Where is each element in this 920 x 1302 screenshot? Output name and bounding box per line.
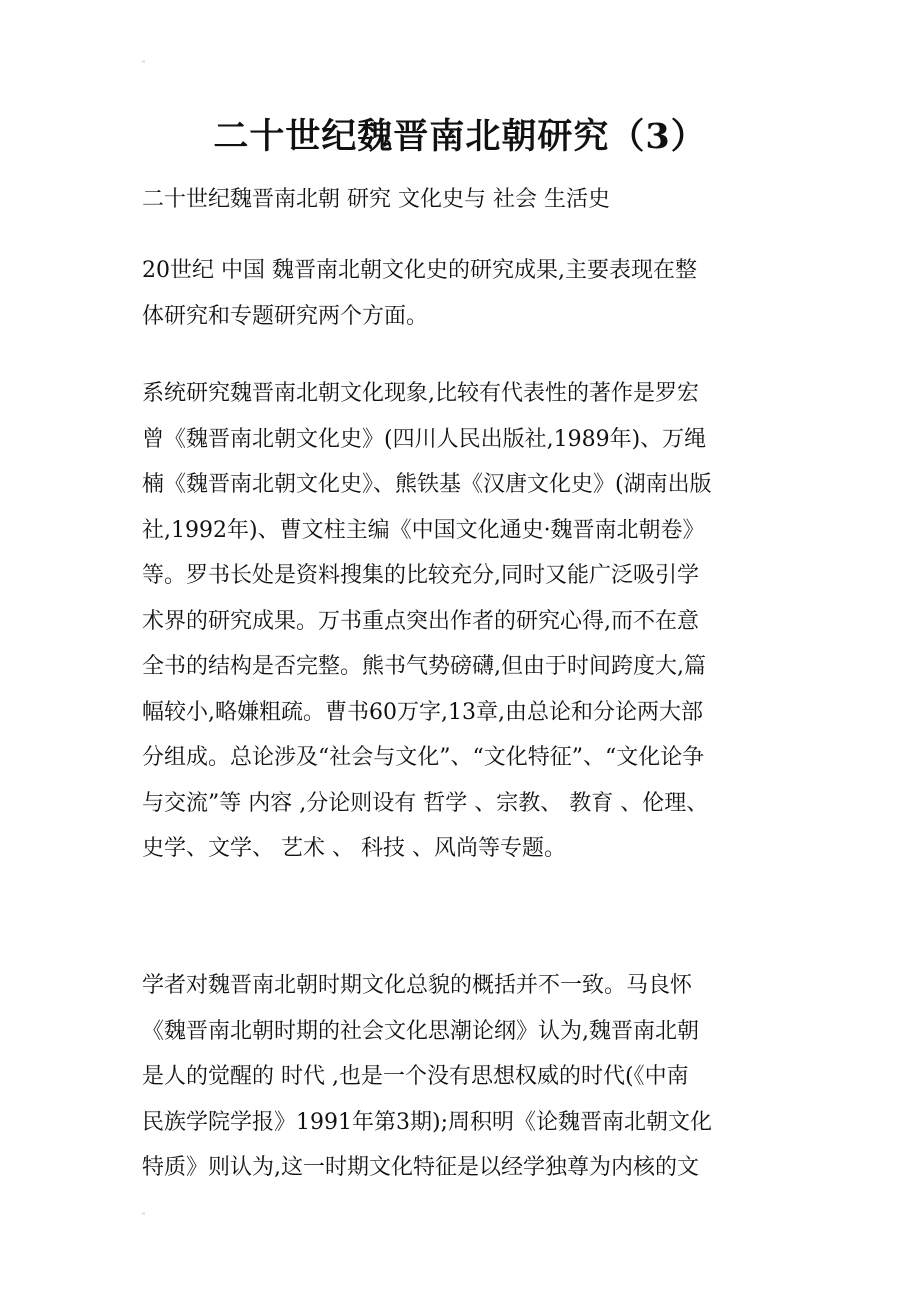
page-corner-mark bbox=[142, 60, 145, 63]
paragraph-line: 系统研究魏晋南北朝文化现象,比较有代表性的著作是罗宏 bbox=[142, 381, 699, 406]
document-title: 二十世纪魏晋南北朝研究（3） bbox=[213, 116, 707, 157]
paragraph-line: 20世纪 中国 魏晋南北朝文化史的研究成果,主要表现在整 bbox=[142, 258, 697, 283]
paragraph-line: 史学、文学、 艺术 、 科技 、风尚等专题。 bbox=[142, 836, 566, 861]
page-corner-mark bbox=[142, 1212, 145, 1215]
paragraph-line: 术界的研究成果。万书重点突出作者的研究心得,而不在意 bbox=[142, 608, 699, 634]
paragraph-line: 等。罗书长处是资料搜集的比较充分,同时又能广泛吸引学 bbox=[142, 563, 699, 588]
paragraph-line: 分组成。总论涉及“社会与文化”、“文化特征”、“文化论争 bbox=[142, 745, 705, 770]
paragraph-line: 是人的觉醒的 时代 ,也是一个没有思想权威的时代(《中南 bbox=[142, 1064, 689, 1089]
paragraph-line: 学者对魏晋南北朝时期文化总貌的概括并不一致。马良怀 bbox=[142, 973, 693, 998]
paragraph-line: 楠《魏晋南北朝文化史》、熊铁基《汉唐文化史》(湖南出版 bbox=[142, 472, 712, 497]
paragraph-line: 民族学院学报》1991年第3期);周积明《论魏晋南北朝文化 bbox=[142, 1109, 712, 1135]
paragraph-line: 《魏晋南北朝时期的社会文化思潮论纲》认为,魏晋南北朝 bbox=[142, 1018, 699, 1044]
paragraph-1 bbox=[142, 248, 782, 339]
paragraph-line: 与交流”等 内容 ,分论则设有 哲学 、宗教、 教育 、伦理、 bbox=[142, 790, 709, 816]
paragraph-line: 社,1992年)、曹文柱主编《中国文化通史·魏晋南北朝卷》 bbox=[142, 517, 705, 543]
paragraph-3 bbox=[142, 963, 782, 1191]
paragraph-line: 特质》则认为,这一时期文化特征是以经学独尊为内核的文 bbox=[142, 1155, 699, 1180]
paragraph-line: 曾《魏晋南北朝文化史》(四川人民出版社,1989年)、万绳 bbox=[142, 426, 707, 452]
paragraph-line: 体研究和专题研究两个方面。 bbox=[142, 303, 429, 329]
keywords-line: 二十世纪魏晋南北朝 研究 文化史与 社会 生活史 bbox=[142, 187, 610, 212]
paragraph-line: 全书的结构是否完整。熊书气势磅礴,但由于时间跨度大,篇 bbox=[142, 654, 706, 679]
paragraph-2 bbox=[142, 371, 782, 872]
paragraph-line: 幅较小,略嫌粗疏。曹书60万字,13章,由总论和分论两大部 bbox=[142, 699, 703, 725]
